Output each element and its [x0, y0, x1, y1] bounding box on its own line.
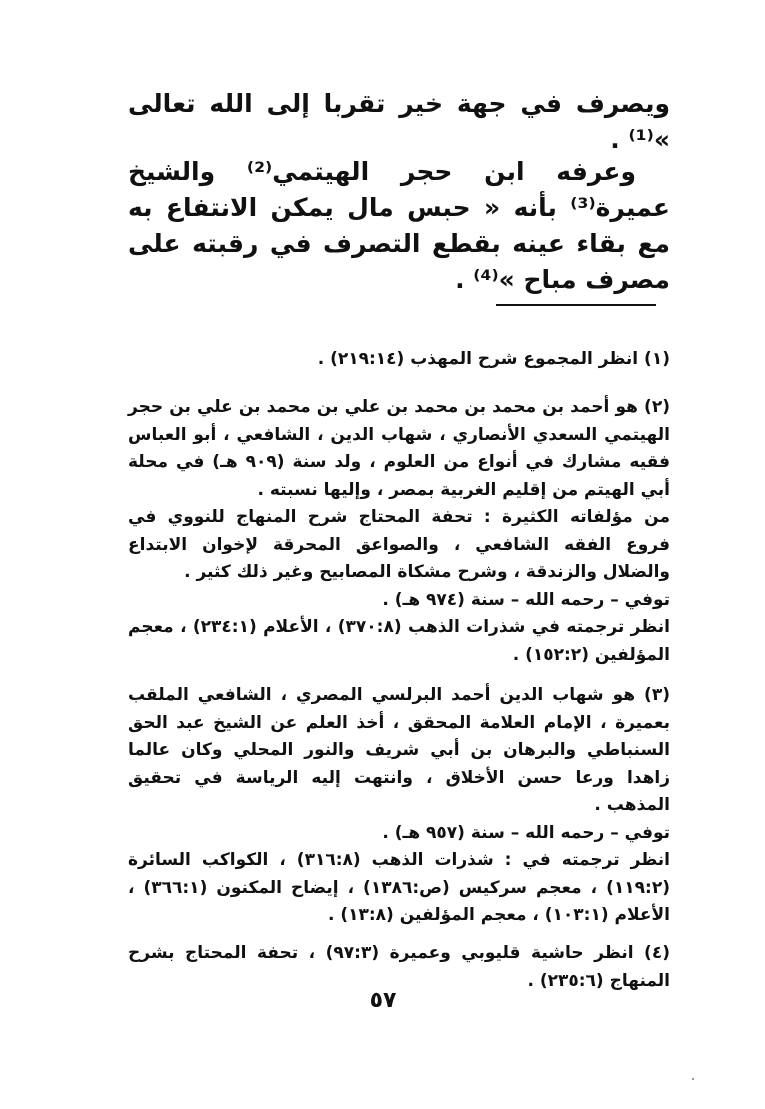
- main-paragraph-1: [128, 86, 670, 158]
- footnote-divider: [496, 304, 656, 306]
- footnote-4-line-1: (٤) انظر حاشية قليوبي وعميرة (٩٧:٣) ، تحفة المحتاج بشرح المنهاج (٢٣٥:٦) .: [128, 943, 670, 991]
- main-paragraph-1-text: ويصرف في جهة خير تقربا إلى الله تعالى »⁽¹⁾ .: [128, 89, 670, 154]
- footnote-4: [128, 940, 670, 995]
- footnote-2-line-3: توفي – رحمه الله – سنة (٩٧٤ هـ) .: [382, 589, 670, 610]
- main-paragraph-2-text: وعرفه ابن حجر الهيتمي⁽²⁾ والشيخ عميرة⁽³⁾ بأنه « حبس مال يمكن الانتفاع به مع بقاء عينه بقطع التصرف في رقبته على مصرف مباح »⁽⁴⁾ .: [128, 157, 670, 294]
- page-number: ٥٧: [369, 988, 397, 1013]
- footnote-2-line-2: من مؤلفاته الكثيرة : تحفة المحتاج شرح المنهاج للنووي في فروع الفقه الشافعي ، والصواعق المحرقة لإخوان الابتداع والضلال والزندقة ، وشرح مشكاة المصابيح وغير ذلك كثير .: [128, 507, 670, 582]
- footnote-2-line-4: انظر ترجمته في شذرات الذهب (٣٧٠:٨) ، الأعلام (٢٣٤:١) ، معجم المؤلفين (١٥٢:٢) .: [128, 617, 670, 665]
- footnote-3: [128, 682, 670, 930]
- footnote-1: [128, 346, 670, 374]
- footnote-2: [128, 394, 670, 669]
- footnote-3-line-1: (٣) هو شهاب الدين أحمد البرلسي المصري ، الشافعي الملقب بعميرة ، الإمام العلامة المحقق ، أخذ العلم عن الشيخ عبد الحق السنباطي والبرهان بن أبي شريف والنور المحلي وكان عالما زاهدا ورعا حسن الأخلاق ، وانتهت إليه الرياسة في تحقيق المذهب .: [128, 685, 670, 815]
- footnote-3-line-3: انظر ترجمته في : شذرات الذهب (٣١٦:٨) ، الكواكب السائرة (١١٩:٢) ، معجم سركيس (ص:١٣٨٦) ، إيضاح المكنون (٣٦٦:١) ، الأعلام (١٠٣:١) ، معجم المؤلفين (١٣:٨) .: [128, 850, 670, 925]
- footnote-2-line-1: (٢) هو أحمد بن محمد بن محمد بن علي بن محمد بن علي بن حجر الهيتمي السعدي الأنصاري ، شهاب الدين ، الشافعي ، أبو العباس فقيه مشارك في أنواع من العلوم ، ولد سنة (٩٠٩ هـ) في محلة أبي الهيتم من إقليم الغربية بمصر ، وإليها نسبته .: [128, 397, 670, 500]
- main-paragraph-2: [128, 154, 670, 298]
- footnote-1-line-1: (١) انظر المجموع شرح المهذب (٢١٩:١٤) .: [317, 349, 670, 369]
- scan-artifact-dot: [692, 1078, 694, 1080]
- footnote-3-line-2: توفي – رحمه الله – سنة (٩٥٧ هـ) .: [382, 822, 670, 843]
